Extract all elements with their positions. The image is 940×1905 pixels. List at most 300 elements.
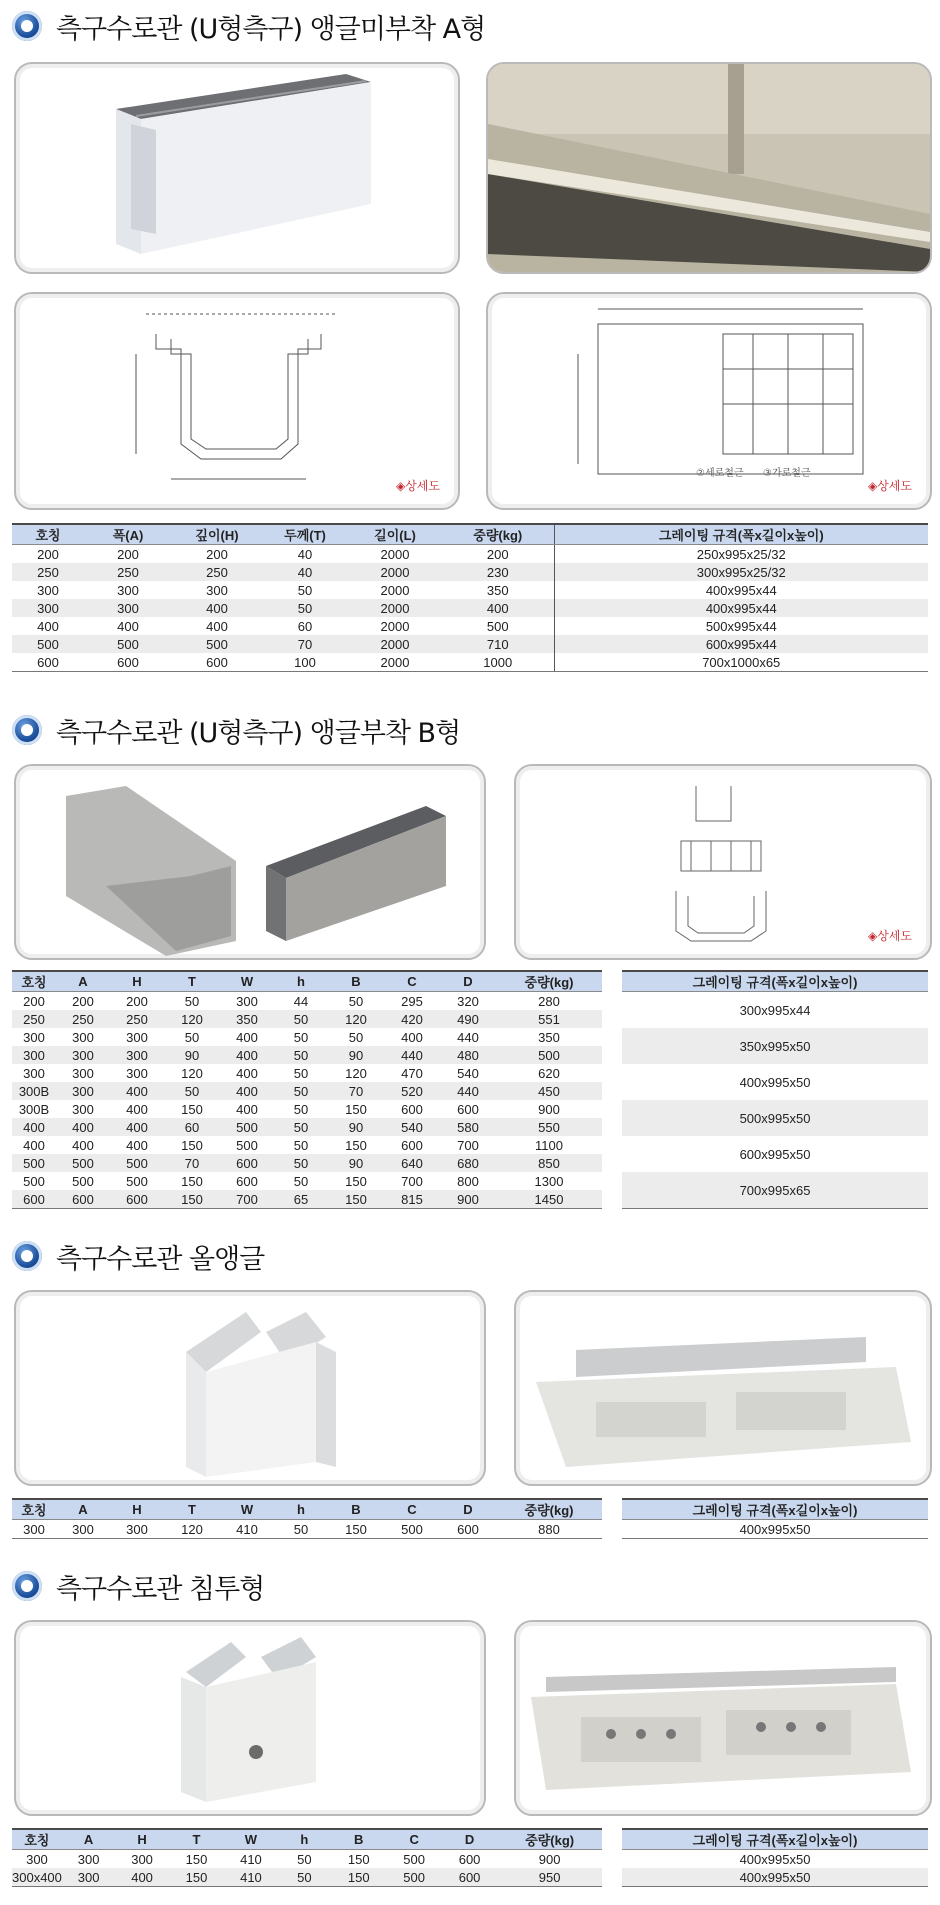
table-cell: 300	[12, 1520, 56, 1539]
table-cell: 600x995x44	[554, 635, 928, 653]
table-cell: 500	[72, 1173, 94, 1189]
table-cell: 410	[240, 1851, 262, 1867]
table-row	[12, 581, 928, 599]
table-cell: 300	[23, 1029, 45, 1045]
table-cell: 50	[164, 1082, 220, 1100]
th: H	[115, 1829, 168, 1850]
table-row	[622, 1064, 928, 1100]
table-cell: 1300	[534, 1173, 564, 1189]
th: H	[110, 971, 164, 992]
grating-spec-cell: 400x995x50	[739, 1851, 811, 1867]
table-cell: 600	[220, 1154, 274, 1172]
grating-spec-cell: 600x995x50	[739, 1146, 811, 1162]
th: 폭(A)	[84, 524, 172, 545]
bullet-icon	[12, 11, 42, 41]
th: D	[440, 971, 496, 992]
table-cell: 300	[72, 1029, 94, 1045]
grating-table-d	[622, 1828, 928, 1887]
table-cell: 600	[401, 1137, 423, 1153]
table-cell: 150	[169, 1868, 224, 1887]
spec-table-b	[12, 970, 602, 1209]
table-row	[12, 1082, 602, 1100]
table-cell: 580	[440, 1118, 496, 1136]
table-cell: 70	[262, 635, 348, 653]
table-cell: 300	[72, 1101, 94, 1117]
table-cell: 900	[538, 1851, 561, 1867]
table-cell: 500	[496, 1046, 602, 1064]
table-cell: 600	[440, 1520, 496, 1539]
table-cell: 250	[110, 1010, 164, 1028]
table-cell: 1100	[535, 1137, 563, 1153]
table-cell: 250	[56, 1010, 110, 1028]
table-cell: 50	[297, 1851, 312, 1867]
table-cell: 50	[262, 599, 348, 617]
installed-photo-a	[486, 62, 932, 274]
table-cell: 600	[457, 1101, 479, 1117]
table-cell: 500	[386, 1868, 441, 1887]
table-cell: 540	[384, 1118, 440, 1136]
table-header	[12, 524, 928, 545]
table-cell: 50	[293, 1101, 309, 1117]
th: A	[56, 971, 110, 992]
table-cell: 300	[12, 599, 84, 617]
table-cell: 400x995x44	[554, 581, 928, 599]
table-cell: 440	[384, 1046, 440, 1064]
table-cell: 300	[110, 1520, 164, 1539]
table-cell: 400	[37, 618, 59, 634]
table-cell: 300	[131, 1851, 153, 1867]
table-cell: 1000	[442, 653, 554, 672]
section-a-heading	[12, 6, 485, 46]
table-header	[622, 971, 928, 992]
table-cell: 90	[164, 1046, 220, 1064]
table-cell: 400	[401, 1029, 423, 1045]
table-cell: 600	[442, 1868, 497, 1887]
table-cell: 551	[496, 1010, 602, 1028]
table-cell: 90	[328, 1154, 384, 1172]
table-cell: 280	[538, 993, 560, 1009]
table-row	[12, 1190, 602, 1209]
th: h	[274, 1499, 328, 1520]
table-cell: 600	[458, 1851, 481, 1867]
table-cell: 700	[401, 1173, 423, 1189]
side-photo-d	[514, 1620, 932, 1816]
table-cell: 50	[274, 1118, 328, 1136]
table-cell: 400	[236, 1065, 258, 1081]
table-cell: 200	[23, 993, 45, 1009]
table-cell: 90	[328, 1118, 384, 1136]
table-cell: 850	[496, 1154, 602, 1172]
table-cell: 350	[220, 1010, 274, 1028]
label-sero: ②세로철근	[696, 468, 744, 479]
table-cell: 880	[496, 1520, 602, 1539]
table-header	[622, 1829, 928, 1850]
table-cell: 50	[348, 993, 364, 1009]
th: 호칭	[12, 524, 84, 545]
table-cell: 50	[293, 1173, 309, 1189]
table-cell: 400	[117, 618, 139, 634]
table-cell: 300	[126, 1029, 148, 1045]
th: T	[164, 1499, 220, 1520]
section-c-heading	[12, 1236, 264, 1276]
table-cell: 400	[220, 1082, 274, 1100]
th: 두께(T)	[262, 524, 348, 545]
table-cell: 1450	[496, 1190, 602, 1209]
table-cell: 400	[206, 618, 228, 634]
table-cell: 500	[236, 1137, 258, 1153]
th: 중량(kg)	[442, 524, 554, 545]
table-cell: 120	[164, 1520, 220, 1539]
table-cell: 300	[23, 1065, 45, 1081]
th: B	[328, 971, 384, 992]
table-cell: 2000	[380, 546, 410, 562]
table-cell: 2000	[348, 653, 442, 672]
table-cell: 150	[328, 1190, 384, 1209]
table-cell: 600	[236, 1173, 258, 1189]
plan-drawing-a	[486, 292, 932, 510]
table-cell: 300	[56, 1046, 110, 1064]
table-cell: 40	[297, 546, 313, 562]
table-cell: 50	[293, 1065, 309, 1081]
table-cell: 400	[72, 1137, 94, 1153]
table-cell: 400	[236, 1101, 258, 1117]
grating-spec-cell: 400x995x50	[622, 1868, 928, 1887]
table-cell: 300	[84, 599, 172, 617]
th: 깊이(H)	[172, 524, 262, 545]
table-cell: 300B	[18, 1101, 50, 1117]
table-cell: 500	[84, 635, 172, 653]
table-cell: 50	[274, 1010, 328, 1028]
product-photo-a	[14, 62, 460, 274]
table-row	[12, 1028, 602, 1046]
table-cell: 400	[442, 599, 554, 617]
product-photo-c	[14, 1290, 486, 1486]
table-cell: 120	[345, 1065, 367, 1081]
table-cell: 400	[172, 599, 262, 617]
table-cell: 150	[164, 1190, 220, 1209]
product-photo-d	[14, 1620, 486, 1816]
th: W	[220, 1499, 274, 1520]
table-cell: 200	[72, 993, 94, 1009]
table-cell: 490	[440, 1010, 496, 1028]
table-cell: 300	[236, 993, 258, 1009]
table-cell: 900	[440, 1190, 496, 1209]
section-a-title: 측구수로관 (U형측구) 앵글미부착 A형	[56, 13, 486, 45]
table-cell: 900	[538, 1101, 560, 1117]
th: 호칭	[12, 1499, 56, 1520]
th: 중량(kg)	[497, 1829, 602, 1850]
th: h	[274, 971, 328, 992]
table-cell: 550	[496, 1118, 602, 1136]
side-photo-c	[514, 1290, 932, 1486]
table-cell: 600	[12, 653, 84, 672]
spec-table-d	[12, 1828, 602, 1887]
table-header	[622, 1499, 928, 1520]
table-cell: 200	[206, 546, 228, 562]
table-cell: 300	[56, 1082, 110, 1100]
table-cell: 120	[181, 1065, 203, 1081]
bullet-icon	[12, 1571, 42, 1601]
th: W	[224, 1829, 277, 1850]
table-cell: 200	[486, 546, 509, 562]
spec-table-c	[12, 1498, 602, 1539]
table-cell: 500	[220, 1118, 274, 1136]
table-cell: 2000	[380, 618, 410, 634]
section-b-heading	[12, 710, 460, 750]
table-row	[12, 563, 928, 581]
table-cell: 620	[538, 1065, 560, 1081]
table-row	[12, 992, 602, 1011]
section-drawing-b	[514, 764, 932, 960]
table-cell: 300x400	[12, 1869, 62, 1885]
table-cell: 40	[262, 563, 348, 581]
table-cell: 450	[496, 1082, 602, 1100]
table-cell: 70	[328, 1082, 384, 1100]
table-cell: 50	[293, 1137, 309, 1153]
table-cell: 150	[181, 1137, 203, 1153]
table-cell: 500	[126, 1173, 148, 1189]
table-cell: 50	[297, 582, 313, 598]
table-row	[622, 1100, 928, 1136]
table-row	[12, 1520, 602, 1539]
table-cell: 50	[293, 1029, 309, 1045]
th: 그레이팅 규격(폭x길이x높이)	[622, 1499, 928, 1520]
table-header	[12, 971, 602, 992]
table-row	[12, 1064, 602, 1082]
table-cell: 500x995x44	[554, 617, 928, 635]
table-cell: 60	[164, 1118, 220, 1136]
table-row	[622, 1868, 928, 1887]
table-cell: 250	[172, 563, 262, 581]
table-cell: 400	[126, 1101, 148, 1117]
table-row	[12, 1010, 602, 1028]
section-d-heading	[12, 1566, 264, 1606]
table-cell: 100	[262, 653, 348, 672]
table-row	[12, 1118, 602, 1136]
table-cell: 300	[72, 1065, 94, 1081]
th: 중량(kg)	[496, 1499, 602, 1520]
th: C	[384, 1499, 440, 1520]
table-cell: 2000	[348, 599, 442, 617]
table-cell: 250x995x25/32	[554, 545, 928, 564]
table-cell: 500	[56, 1154, 110, 1172]
table-row	[12, 1154, 602, 1172]
table-row	[12, 1046, 602, 1064]
table-cell: 50	[184, 1029, 200, 1045]
table-cell: 400	[56, 1118, 110, 1136]
table-cell: 150	[345, 1137, 367, 1153]
table-cell: 300	[12, 1046, 56, 1064]
table-cell: 500	[486, 618, 509, 634]
table-cell: 400	[115, 1868, 168, 1887]
table-cell: 600	[12, 1190, 56, 1209]
table-cell: 600	[110, 1190, 164, 1209]
th: B	[328, 1499, 384, 1520]
table-cell: 500	[23, 1173, 45, 1189]
th: 중량(kg)	[496, 971, 602, 992]
th: C	[384, 971, 440, 992]
table-cell: 400	[220, 1046, 274, 1064]
product-photo-b	[14, 764, 486, 960]
table-cell: 50	[274, 1082, 328, 1100]
table-cell: 350	[538, 1029, 560, 1045]
table-cell: 700	[220, 1190, 274, 1209]
table-cell: 710	[442, 635, 554, 653]
table-row	[622, 1520, 928, 1539]
section-d-title: 측구수로관 침투형	[56, 1573, 265, 1605]
th: 호칭	[12, 1829, 62, 1850]
table-cell: 410	[220, 1520, 274, 1539]
table-cell: 150	[328, 1520, 384, 1539]
th: 그레이팅 규격(폭x길이x높이)	[622, 1829, 928, 1850]
table-cell: 120	[164, 1010, 220, 1028]
table-cell: 65	[274, 1190, 328, 1209]
table-cell: 300	[37, 582, 59, 598]
table-cell: 480	[440, 1046, 496, 1064]
table-cell: 230	[442, 563, 554, 581]
grating-spec-cell: 400x995x50	[622, 1520, 928, 1539]
table-cell: 300	[77, 1851, 100, 1867]
table-cell: 150	[331, 1868, 386, 1887]
section-b-title: 측구수로관 (U형측구) 앵글부착 B형	[56, 717, 461, 749]
table-cell: 500	[12, 635, 84, 653]
table-cell: 150	[345, 1101, 367, 1117]
table-cell: 150	[345, 1173, 367, 1189]
table-cell: 600	[172, 653, 262, 672]
th: h	[278, 1829, 331, 1850]
table-cell: 120	[328, 1010, 384, 1028]
table-cell: 150	[185, 1851, 208, 1867]
grating-table-b	[622, 970, 928, 1209]
table-row	[12, 545, 928, 564]
table-row	[622, 1136, 928, 1172]
grating-spec-cell: 700x995x65	[622, 1172, 928, 1209]
table-cell: 600	[401, 1101, 423, 1117]
table-row	[12, 617, 928, 635]
grating-spec-cell: 300x995x44	[739, 1002, 811, 1018]
table-cell: 500	[172, 635, 262, 653]
bullet-icon	[12, 1241, 42, 1271]
th: 길이(L)	[348, 524, 442, 545]
th: W	[220, 971, 274, 992]
detail-link-a-right[interactable]: ◈상세도	[867, 479, 912, 493]
table-cell: 300	[62, 1868, 115, 1887]
table-cell: 90	[328, 1046, 384, 1064]
th: T	[169, 1829, 224, 1850]
table-row	[12, 1868, 602, 1887]
table-cell: 200	[117, 546, 139, 562]
table-cell: 2000	[348, 635, 442, 653]
table-cell: 300	[26, 1851, 48, 1867]
table-cell: 350	[486, 582, 509, 598]
th: 호칭	[12, 971, 56, 992]
table-cell: 470	[401, 1065, 423, 1081]
th: A	[56, 1499, 110, 1520]
table-cell: 150	[181, 1101, 203, 1117]
table-cell: 600	[84, 653, 172, 672]
th: H	[110, 1499, 164, 1520]
section-c-title: 측구수로관 올앵글	[56, 1243, 265, 1275]
table-cell: 44	[293, 993, 309, 1009]
table-row	[622, 1172, 928, 1209]
table-cell: 50	[348, 1029, 364, 1045]
grating-spec-cell: 500x995x50	[622, 1100, 928, 1136]
table-cell: 300	[56, 1520, 110, 1539]
table-cell: 400	[23, 1137, 45, 1153]
table-row	[12, 1100, 602, 1118]
table-cell: 250	[84, 563, 172, 581]
label-garo: ③가로철근	[763, 468, 811, 479]
table-cell: 320	[457, 993, 479, 1009]
table-header	[12, 1499, 602, 1520]
detail-link-b[interactable]: ◈상세도	[867, 929, 912, 943]
table-cell: 300	[117, 582, 139, 598]
table-cell: 400	[110, 1082, 164, 1100]
table-cell: 400	[126, 1137, 148, 1153]
table-cell: 500	[110, 1154, 164, 1172]
table-row	[12, 1850, 602, 1869]
table-row	[622, 1850, 928, 1869]
table-cell: 300x995x25/32	[554, 563, 928, 581]
table-cell: 300	[206, 582, 228, 598]
table-cell: 50	[274, 1154, 328, 1172]
th: D	[440, 1499, 496, 1520]
table-header	[12, 1829, 602, 1850]
table-row	[12, 1172, 602, 1190]
bullet-icon	[12, 715, 42, 745]
table-cell: 400	[236, 1029, 258, 1045]
table-row	[12, 1136, 602, 1154]
table-cell: 50	[278, 1868, 331, 1887]
table-row	[622, 1028, 928, 1064]
table-cell: 700x1000x65	[554, 653, 928, 672]
table-cell: 70	[164, 1154, 220, 1172]
table-row	[12, 653, 928, 672]
table-row	[12, 635, 928, 653]
table-cell: 400	[110, 1118, 164, 1136]
table-cell: 440	[440, 1082, 496, 1100]
table-cell: 300	[110, 1046, 164, 1064]
table-cell: 295	[401, 993, 423, 1009]
table-cell: 420	[384, 1010, 440, 1028]
table-cell: 2000	[348, 563, 442, 581]
table-cell: 680	[440, 1154, 496, 1172]
table-cell: 150	[347, 1851, 370, 1867]
table-cell: 950	[497, 1868, 602, 1887]
table-cell: 2000	[380, 582, 410, 598]
table-cell: 50	[184, 993, 200, 1009]
table-cell: 400x995x44	[554, 599, 928, 617]
th: A	[62, 1829, 115, 1850]
th: T	[164, 971, 220, 992]
detail-link-a-left[interactable]: ◈상세도	[395, 479, 440, 493]
grating-spec-cell: 350x995x50	[622, 1028, 928, 1064]
table-row	[12, 599, 928, 617]
th: B	[331, 1829, 386, 1850]
th: C	[386, 1829, 441, 1850]
th: D	[442, 1829, 497, 1850]
section-drawing-a	[14, 292, 460, 510]
table-cell: 410	[224, 1868, 277, 1887]
table-cell: 250	[12, 563, 84, 581]
table-row	[622, 992, 928, 1029]
grating-table-c	[622, 1498, 928, 1539]
table-cell: 200	[126, 993, 148, 1009]
table-cell: 500	[12, 1154, 56, 1172]
table-cell: 800	[457, 1173, 479, 1189]
table-cell: 815	[384, 1190, 440, 1209]
table-cell: 300	[126, 1065, 148, 1081]
